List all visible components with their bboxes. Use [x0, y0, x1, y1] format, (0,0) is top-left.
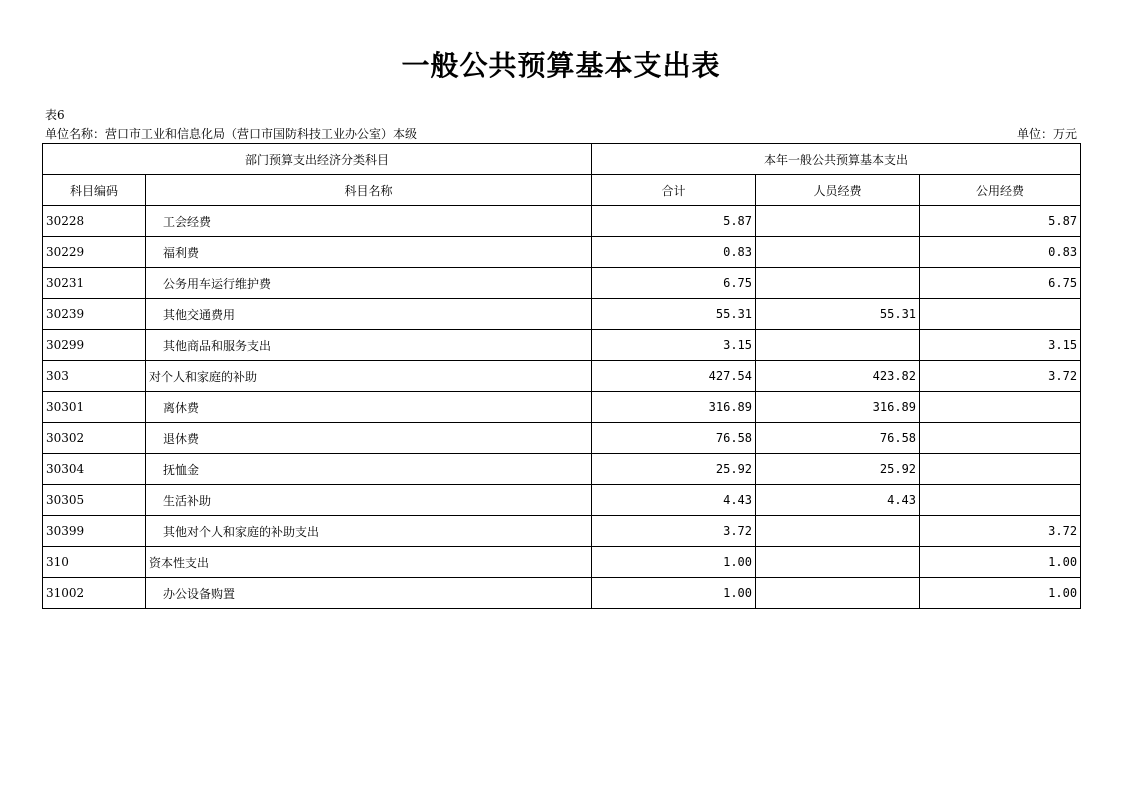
row-name: 抚恤金: [146, 454, 592, 485]
row-public: [920, 485, 1081, 516]
table-row: [43, 485, 1081, 516]
row-total: 1.00: [592, 547, 756, 578]
row-name: 其他对个人和家庭的补助支出: [146, 516, 592, 547]
row-code: 310: [43, 547, 146, 578]
header-public: 公用经费: [920, 175, 1081, 206]
currency-unit-label: 单位：万元: [1016, 127, 1077, 141]
row-name: 办公设备购置: [146, 578, 592, 609]
table-row: [43, 516, 1081, 547]
row-code: 31002: [43, 578, 146, 609]
table-row: [43, 237, 1081, 268]
header-total: 合计: [592, 175, 756, 206]
row-total: 25.92: [592, 454, 756, 485]
header-personnel: 人员经费: [756, 175, 920, 206]
row-personnel: 25.92: [756, 454, 920, 485]
row-total: 6.75: [592, 268, 756, 299]
row-personnel: [756, 268, 920, 299]
row-total: 76.58: [592, 423, 756, 454]
header-group-row: [43, 144, 1081, 175]
row-name: 福利费: [146, 237, 592, 268]
row-personnel: 4.43: [756, 485, 920, 516]
row-public: 3.15: [920, 330, 1081, 361]
row-name: 公务用车运行维护费: [146, 268, 592, 299]
header-code: 科目编码: [43, 175, 146, 206]
header-economic-classification: 部门预算支出经济分类科目: [43, 144, 592, 175]
row-code: 30231: [43, 268, 146, 299]
row-total: 3.72: [592, 516, 756, 547]
row-total: 5.87: [592, 206, 756, 237]
row-code: 30228: [43, 206, 146, 237]
row-total: 316.89: [592, 392, 756, 423]
row-personnel: [756, 516, 920, 547]
table-number: 表6: [45, 108, 65, 122]
table-row: [43, 392, 1081, 423]
row-public: 6.75: [920, 268, 1081, 299]
table-row: [43, 423, 1081, 454]
row-code: 30239: [43, 299, 146, 330]
page-title: 一般公共预算基本支出表: [401, 49, 721, 82]
row-name: 对个人和家庭的补助: [146, 361, 592, 392]
table-row: [43, 361, 1081, 392]
row-total: 4.43: [592, 485, 756, 516]
row-code: 30305: [43, 485, 146, 516]
row-public: 3.72: [920, 516, 1081, 547]
table-row: [43, 330, 1081, 361]
row-total: 1.00: [592, 578, 756, 609]
table-row: [43, 454, 1081, 485]
row-code: 30229: [43, 237, 146, 268]
row-personnel: [756, 578, 920, 609]
row-public: 5.87: [920, 206, 1081, 237]
row-code: 30302: [43, 423, 146, 454]
table-row: [43, 578, 1081, 609]
row-public: 3.72: [920, 361, 1081, 392]
row-personnel: [756, 237, 920, 268]
row-personnel: 316.89: [756, 392, 920, 423]
row-name: 其他商品和服务支出: [146, 330, 592, 361]
row-personnel: 423.82: [756, 361, 920, 392]
row-total: 3.15: [592, 330, 756, 361]
row-public: [920, 423, 1081, 454]
row-code: 303: [43, 361, 146, 392]
row-code: 30299: [43, 330, 146, 361]
row-public: 0.83: [920, 237, 1081, 268]
table-row: [43, 268, 1081, 299]
row-code: 30399: [43, 516, 146, 547]
row-code: 30301: [43, 392, 146, 423]
row-personnel: [756, 206, 920, 237]
row-total: 0.83: [592, 237, 756, 268]
row-public: 1.00: [920, 547, 1081, 578]
header-column-row: [43, 175, 1081, 206]
row-public: 1.00: [920, 578, 1081, 609]
row-name: 工会经费: [146, 206, 592, 237]
row-name: 生活补助: [146, 485, 592, 516]
row-personnel: [756, 330, 920, 361]
row-name: 资本性支出: [146, 547, 592, 578]
row-personnel: 55.31: [756, 299, 920, 330]
row-public: [920, 454, 1081, 485]
row-code: 30304: [43, 454, 146, 485]
row-public: [920, 392, 1081, 423]
row-name: 离休费: [146, 392, 592, 423]
header-name: 科目名称: [146, 175, 592, 206]
budget-table: [42, 143, 1081, 609]
table-row: [43, 206, 1081, 237]
row-public: [920, 299, 1081, 330]
row-total: 427.54: [592, 361, 756, 392]
row-personnel: 76.58: [756, 423, 920, 454]
row-total: 55.31: [592, 299, 756, 330]
row-name: 退休费: [146, 423, 592, 454]
row-name: 其他交通费用: [146, 299, 592, 330]
unit-name-label: 单位名称：营口市工业和信息化局（营口市国防科技工业办公室）本级: [45, 127, 418, 141]
table-row: [43, 547, 1081, 578]
table-row: [43, 299, 1081, 330]
row-personnel: [756, 547, 920, 578]
header-basic-expenditure: 本年一般公共预算基本支出: [592, 144, 1081, 175]
